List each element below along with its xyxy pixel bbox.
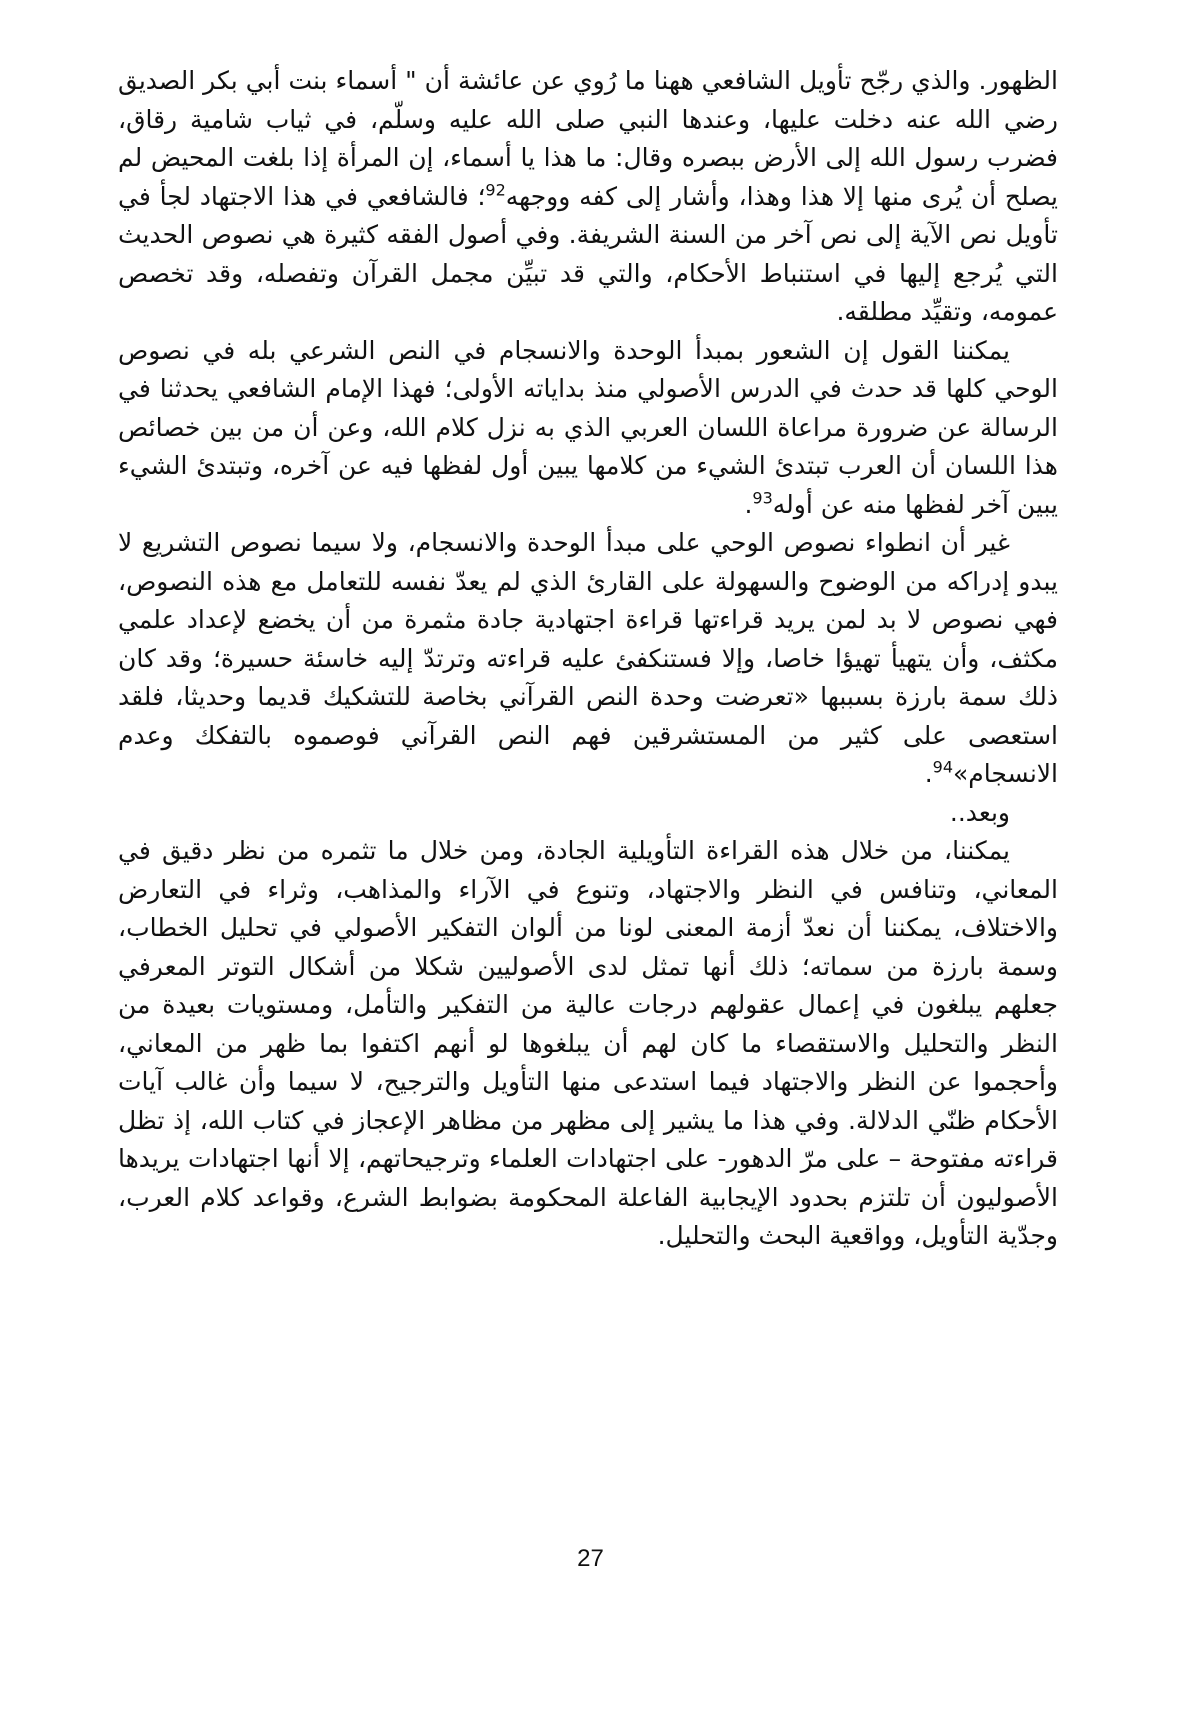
paragraph-text: . <box>744 489 753 519</box>
paragraph <box>118 832 1058 1256</box>
page-number: 27 <box>577 1545 604 1572</box>
footnote-reference: 93 <box>752 488 773 508</box>
paragraph <box>118 524 1058 794</box>
body-text <box>118 62 1058 1256</box>
paragraph <box>118 332 1058 525</box>
footnote-reference: 94 <box>932 757 953 777</box>
footnote-reference: 92 <box>485 180 506 200</box>
paragraph-text: . <box>924 759 933 788</box>
paragraph-text: يمكننا القول إن الشعور بمبدأ الوحدة والانسجام في النص الشرعي بله في نصوص الوحي كلها قد حدث في الدرس الأصولي منذ بداياته الأولى؛ فهذا الإمام الشافعي يحدثنا في الرسالة عن ضرورة مراعاة اللسان العربي الذي به نزل كلام الله، وعن أن من بين خصائص هذا اللسان أن العرب تبتدئ الشيء من كلامها يبين أول لفظها فيه عن آخره، وتبتدئ الشيء يبين آخر لفظها منه عن أوله <box>118 335 1058 519</box>
paragraph <box>118 794 1058 833</box>
paragraph-text: غير أن انطواء نصوص الوحي على مبدأ الوحدة والانسجام، ولا سيما نصوص التشريع لا يبدو إدراكه من الوضوح والسهولة على القارئ الذي لم يعدّ نفسه للتعامل مع هذه النصوص، فهي نصوص لا بد لمن يريد قراءتها قراءة اجتهادية جادة مثمرة من أن يخضع لإعداد علمي مكثف، وأن يتهيأ تهيؤا خاصا، وإلا فستنكفئ عليه قراءته وترتدّ إليه خاسئة حسيرة؛ وقد كان ذلك سمة بارزة بسببها «تعرضت وحدة النص القرآني بخاصة للتشكيك قديما وحديثا، فلقد استعصى على كثير من المستشرقين فهم النص القرآني فوصموه بالتفكك وعدم الانسجام» <box>118 528 1058 788</box>
paragraph <box>118 62 1058 332</box>
paragraph-text: وبعد.. <box>949 797 1010 827</box>
paragraph-text: يمكننا، من خلال هذه القراءة التأويلية الجادة، ومن خلال ما تثمره من نظر دقيق في المعاني، وتنافس في النظر والاجتهاد، وتنوع في الآراء والمذاهب، وثراء في التعارض والاختلاف، يمكننا أن نعدّ أزمة المعنى لونا من ألوان التفكير الأصولي في تحليل الخطاب، وسمة بارزة من سماته؛ ذلك أنها تمثل لدى الأصوليين شكلا من أشكال التوتر المعرفي جعلهم يبلغون في إعمال عقولهم درجات عالية من التفكير والتأمل، ومستويات بعيدة من النظر والتحليل والاستقصاء ما كان لهم أن يبلغوها لو أنهم اكتفوا بما ظهر من المعاني، وأحجموا عن النظر والاجتهاد فيما استدعى منها التأويل والترجيح، لا سيما وأن غالب آيات الأحكام ظنّي الدلالة. وفي هذا ما يشير إلى مظهر من مظاهر الإعجاز في كتاب الله، إذ تظل قراءته مفتوحة – على مرّ الدهور- على اجتهادات العلماء وترجيحاتهم، إلا أنها اجتهادات يريدها الأصوليون أن تلتزم بحدود الإيجابية الفاعلة المحكومة بضوابط الشرع، وقواعد كلام العرب، وجدّية التأويل، وواقعية البحث والتحليل. <box>118 836 1058 1250</box>
paragraph-text: ؛ فالشافعي في هذا الاجتهاد لجأ في تأويل نص الآية إلى نص آخر من السنة الشريفة. وفي أصول الفقه كثيرة هي نصوص الحديث التي يُرجع إليها في استنباط الأحكام، والتي قد تبيِّن مجمل القرآن وتفصله، وقد تخصص عمومه، وتقيِّد مطلقه. <box>118 181 1058 326</box>
paragraph-text: الظهور. والذي رجّح تأويل الشافعي ههنا ما رُوي عن عائشة أن " أسماء بنت أبي بكر الصديق رضي الله عنه دخلت عليها، وعندها النبي صلى الله عليه وسلّم، في ثياب شامية رقاق، فضرب رسول الله إلى الأرض ببصره وقال: ما هذا يا أسماء، إن المرأة إذا بلغت المحيض لم يصلح أن يُرى منها إلا هذا وهذا، وأشار إلى كفه ووجهه <box>118 66 1058 211</box>
